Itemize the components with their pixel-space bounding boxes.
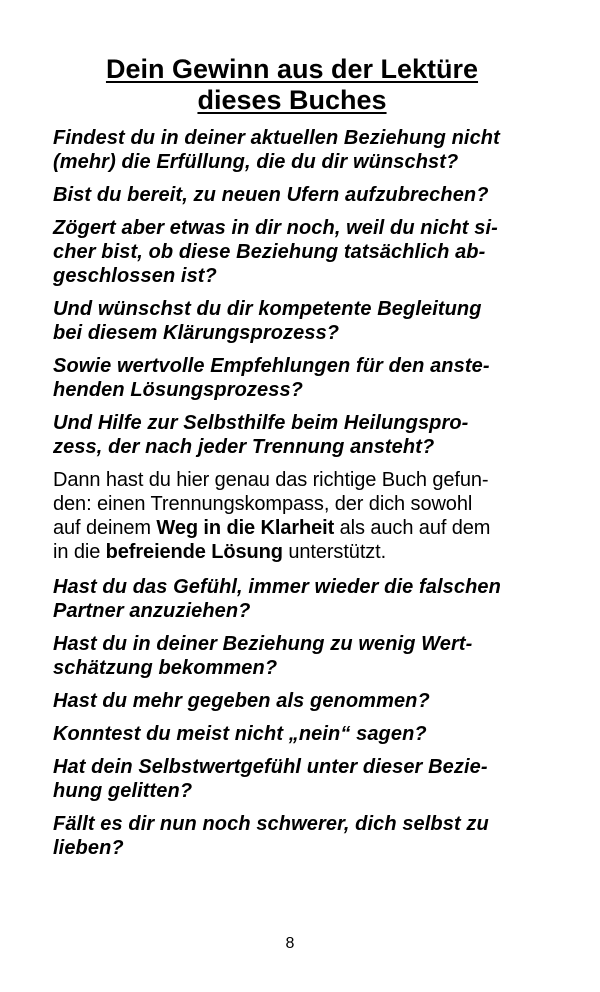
question-paragraph	[53, 812, 531, 860]
question-paragraph	[53, 411, 531, 459]
question-paragraph	[53, 183, 531, 207]
text-segment: auf deinem	[53, 517, 157, 539]
question-paragraph	[53, 354, 531, 402]
text-line	[53, 540, 531, 564]
text-line: Sowie wertvolle Empfehlungen für den anste-	[53, 355, 490, 377]
text-line: lieben?	[53, 837, 124, 859]
text-line: Hast du das Gefühl, immer wieder die falschen	[53, 576, 501, 598]
text-line: Hast du mehr gegeben als genommen?	[53, 690, 430, 712]
question-paragraph	[53, 755, 531, 803]
chapter-title	[53, 54, 531, 116]
book-page	[53, 54, 531, 869]
text-segment: als auch auf dem	[334, 517, 491, 539]
question-paragraph	[53, 126, 531, 174]
text-line: den: einen Trennungskompass, der dich sowohl	[53, 493, 473, 515]
text-line: Findest du in deiner aktuellen Beziehung nicht	[53, 127, 500, 149]
text-line: Dann hast du hier genau das richtige Buch gefun-	[53, 469, 489, 491]
text-segment: unterstützt.	[282, 541, 387, 563]
chapter-title-line-2: dieses Buches	[197, 85, 387, 115]
question-paragraph	[53, 722, 531, 746]
text-line: cher bist, ob diese Beziehung tatsächlich ab-	[53, 241, 486, 263]
text-line: Und Hilfe zur Selbsthilfe beim Heilungspro-	[53, 412, 469, 434]
text-line: geschlossen ist?	[53, 265, 217, 287]
text-line: Hat dein Selbstwertgefühl unter dieser Bezie-	[53, 756, 488, 778]
text-line: hung gelitten?	[53, 780, 193, 802]
text-line: henden Lösungsprozess?	[53, 379, 304, 401]
question-paragraph	[53, 575, 531, 623]
text-line: zess, der nach jeder Trennung ansteht?	[53, 436, 435, 458]
page-number: 8	[285, 935, 295, 952]
text-line: Konntest du meist nicht „nein“ sagen?	[53, 723, 427, 745]
question-paragraph	[53, 216, 531, 288]
text-line: (mehr) die Erfüllung, die du dir wünschst?	[53, 151, 459, 173]
text-line: Bist du bereit, zu neuen Ufern aufzubrechen?	[53, 184, 489, 206]
text-line: Zögert aber etwas in dir noch, weil du nicht si-	[53, 217, 498, 239]
text-line	[53, 516, 531, 540]
chapter-title-line-1: Dein Gewinn aus der Lektüre	[105, 54, 479, 84]
text-line: Und wünschst du dir kompetente Begleitung	[53, 298, 482, 320]
text-segment: in die	[53, 541, 106, 563]
emphasis-text: befreiende Lösung	[105, 541, 283, 563]
text-line: bei diesem Klärungsprozess?	[53, 322, 340, 344]
text-line: Hast du in deiner Beziehung zu wenig Wert-	[53, 633, 473, 655]
question-paragraph	[53, 297, 531, 345]
question-paragraph	[53, 632, 531, 680]
question-paragraph	[53, 689, 531, 713]
text-line: Fällt es dir nun noch schwerer, dich selbst zu	[53, 813, 489, 835]
intro-paragraph	[53, 468, 531, 564]
text-line: schätzung bekommen?	[53, 657, 278, 679]
text-line: Partner anzuziehen?	[53, 600, 251, 622]
emphasis-text: Weg in die Klarheit	[156, 517, 335, 539]
